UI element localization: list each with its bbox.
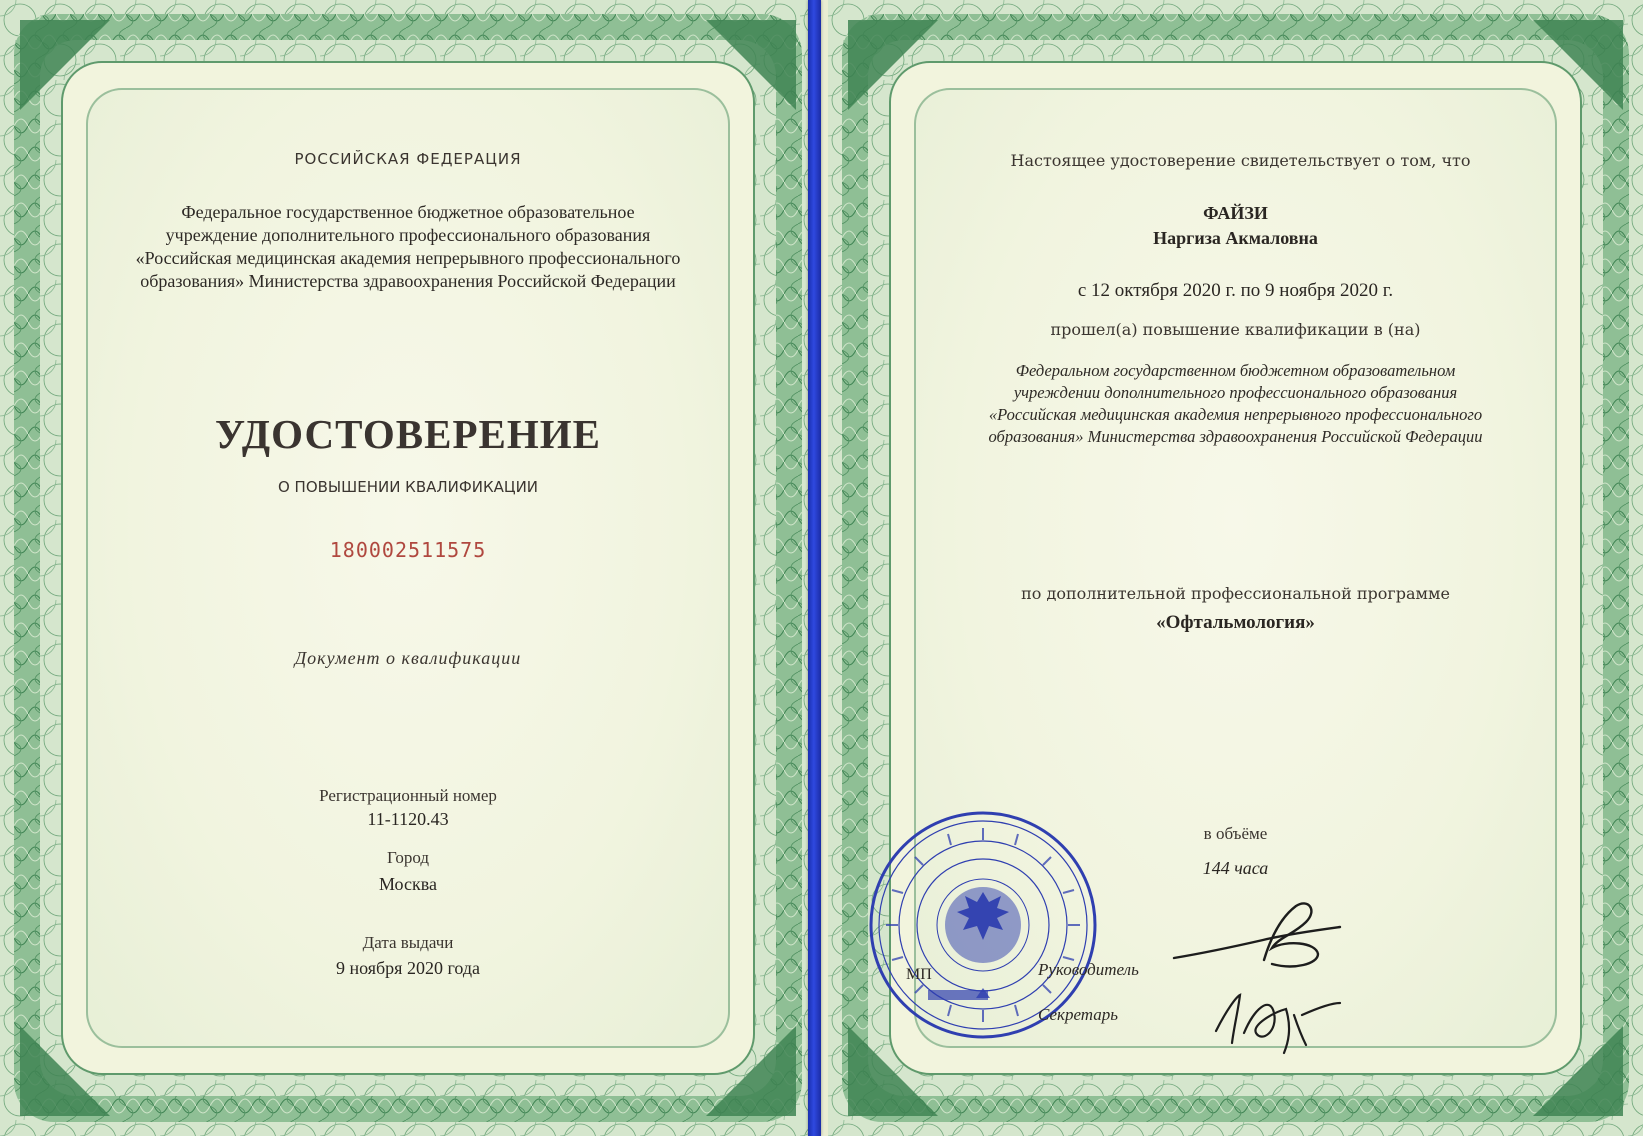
program-label: по дополнительной профессиональной программе xyxy=(1021,584,1450,603)
registration-number-label: Регистрационный номер xyxy=(319,786,497,805)
registration-number-value: 11-1120.43 xyxy=(367,809,449,829)
holder-surname: ФАЙЗИ xyxy=(1203,203,1268,223)
organization-line: учреждении дополнительного профессионального образования xyxy=(1013,383,1458,402)
passed-text: прошел(а) повышение квалификации в (на) xyxy=(1050,320,1421,339)
document-title: УДОСТОВЕРЕНИЕ xyxy=(214,411,602,457)
organization-line: «Российская медицинская академия непрерывного профессионального xyxy=(135,248,681,268)
organization-line: учреждение дополнительного профессионального образования xyxy=(165,225,651,245)
country-heading: РОССИЙСКАЯ ФЕДЕРАЦИЯ xyxy=(294,150,522,168)
organization-line: «Российская медицинская академия непрерывного профессионального xyxy=(988,405,1483,424)
issue-date-label: Дата выдачи xyxy=(362,933,454,952)
city-value: Москва xyxy=(379,874,437,894)
volume-hours: 144 часа xyxy=(1202,858,1269,878)
head-signature xyxy=(1168,900,1348,980)
left-page xyxy=(0,0,816,1136)
organization-line: образования» Министерства здравоохранения Российской Федерации xyxy=(988,427,1483,446)
organization-line: образования» Министерства здравоохранения Российской Федерации xyxy=(140,271,676,291)
city-label: Город xyxy=(387,848,429,867)
volume-label: в объёме xyxy=(1203,824,1268,843)
program-name: «Офтальмология» xyxy=(1156,612,1315,633)
right-page xyxy=(828,0,1643,1136)
seal-mark-label: МП xyxy=(906,966,932,983)
blue-binding-ribbon xyxy=(808,0,821,1136)
training-dates: с 12 октября 2020 г. по 9 ноября 2020 г. xyxy=(1077,280,1394,301)
document-subtitle: О ПОВЫШЕНИИ КВАЛИФИКАЦИИ xyxy=(277,478,539,496)
document-type: Документ о квалификации xyxy=(294,648,522,668)
secretary-signature xyxy=(1208,985,1348,1065)
holder-given-names: Наргиза Акмаловна xyxy=(1153,228,1318,248)
organization-line: Федеральном государственном бюджетном образовательном xyxy=(1015,361,1456,380)
organization-line: Федеральное государственное бюджетное образовательное xyxy=(181,202,635,222)
serial-number: 180002511575 xyxy=(329,538,487,562)
issue-date-value: 9 ноября 2020 года xyxy=(335,958,481,978)
head-signature-label: Руководитель xyxy=(1038,960,1139,979)
secretary-signature-label: Секретарь xyxy=(1038,1005,1118,1024)
intro-text: Настоящее удостоверение свидетельствует о том, что xyxy=(1010,151,1471,170)
